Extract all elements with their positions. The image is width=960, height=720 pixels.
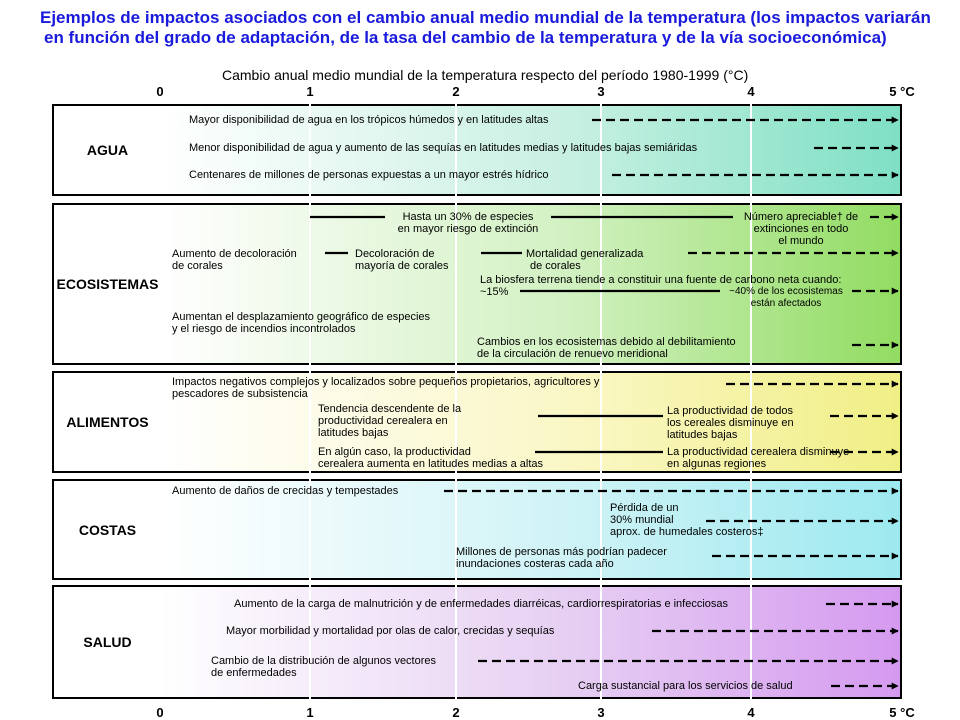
eco-corales-a-line-2: de corales [172,260,223,272]
salud-vectores-line-1: Cambio de la distribución de algunos vectores [211,655,437,667]
costas-perdida-line-3: aprox. de humedales costeros‡ [610,526,764,538]
section-label-agua: AGUA [54,106,162,194]
agua-item-3: Centenares de millones de personas expuestas a un mayor estrés hídrico [189,169,549,181]
axis-bottom-label-0: 0 [156,705,164,720]
alim-algun-caso [318,446,543,470]
costas-perdida-line-2: 30% mundial [610,514,674,526]
eco-corales-c-line-1: Mortalidad generalizada [526,248,644,260]
salud-vectores-line-2: de enfermedades [211,667,297,679]
axis-top-label-3: 3 [597,84,605,99]
axis-bottom-label-3: 3 [597,705,605,720]
costas-millones-line-2: inundaciones costeras cada año [456,558,614,570]
eco-extincion-end-line-2: extinciones en todo [753,223,849,235]
salud-vectores [211,655,436,679]
axis-title: Cambio anual medio mundial de la temperatura respecto del período 1980-1999 (°C) [222,67,749,83]
axis-bottom-label-2: 2 [452,705,460,720]
eco-circulacion [477,336,736,360]
alim-impactos-line-2: pescadores de subsistencia [172,388,308,400]
alim-prod-todos-line-3: latitudes bajas [667,429,738,441]
title-line-2: en función del grado de adaptación, de la tasa del cambio de la temperatura y de la vía socioeconómica) [44,28,887,47]
eco-biosfera-end-line-2: están afectados [750,298,822,309]
costas-millones-line-1: Millones de personas más podrían padecer [456,546,667,558]
eco-extincion-line-2: en mayor riesgo de extinción [397,223,539,235]
alim-prod-todos-line-2: los cereales disminuye en [667,417,794,429]
axis-top-label-0: 0 [156,84,164,99]
salud-malnutricion: Aumento de la carga de malnutrición y de enfermedades diarréicas, cardiorrespiratorias e infecciosas [234,598,729,610]
axis-top-label-2: 2 [452,84,460,99]
axis-top-label-5: 5 °C [889,84,915,99]
section-label-salud: SALUD [54,587,162,697]
eco-corales-a [172,248,297,272]
alim-disminuye [667,446,849,470]
alim-tendencia-line-3: latitudes bajas [318,427,389,439]
salud-carga: Carga sustancial para los servicios de salud [578,680,793,692]
agua-item-2: Menor disponibilidad de agua y aumento de las sequías en latitudes medias y latitudes bajas semiáridas [189,142,698,154]
eco-corales-a-line-1: Aumento de decoloración [172,248,297,260]
eco-extincion [386,211,550,235]
alim-algun-caso-line-1: En algún caso, la productividad [318,446,471,458]
axis-bottom-label-1: 1 [306,705,314,720]
eco-biosfera-end-line-1: ~40% de los ecosistemas [729,286,843,297]
costas-danos: Aumento de daños de crecidas y tempestades [172,485,399,497]
section-label-ecosistemas: ECOSISTEMAS [54,205,162,363]
axis-bottom-label-5: 5 °C [889,705,915,720]
eco-incendios-line-1: Aumentan el desplazamiento geográfico de especies [172,311,431,323]
alim-impactos [172,376,599,400]
eco-corales-b [355,248,449,272]
eco-biosfera-line-1: La biosfera terrena tiende a constituir una fuente de carbono neta cuando: [480,274,842,286]
eco-extincion-line-1: Hasta un 30% de especies [402,211,534,223]
eco-circulacion-line-1: Cambios en los ecosistemas debido al debilitamiento [477,336,736,348]
alim-tendencia-line-1: Tendencia descendente de la [318,403,462,415]
eco-incendios [172,311,430,335]
eco-circulacion-line-2: de la circulación de renuevo meridional [477,348,668,360]
agua-item-1: Mayor disponibilidad de agua en los trópicos húmedos y en latitudes altas [189,114,549,126]
costas-millones [456,546,667,570]
alim-prod-todos-line-1: La productividad de todos [667,405,793,417]
eco-corales-b-line-1: Decoloración de [355,248,435,260]
eco-biosfera-start: ~15% [480,286,509,298]
eco-corales-c-line-2: de corales [530,260,581,272]
axis-top-label-4: 4 [747,84,755,99]
alim-disminuye-line-1: La productividad cerealera disminuye [667,446,850,458]
alim-algun-caso-line-2: cerealera aumenta en latitudes medias a altas [318,458,544,470]
title-line-1: Ejemplos de impactos asociados con el cambio anual medio mundial de la temperatura (los impactos variarán [40,8,931,27]
axis-top-label-1: 1 [306,84,314,99]
alim-disminuye-line-2: en algunas regiones [667,458,767,470]
section-label-alimentos: ALIMENTOS [54,373,162,471]
axis-bottom-label-4: 4 [747,705,755,720]
costas-perdida-line-1: Pérdida de un [610,502,679,514]
alim-prod-todos [667,405,794,441]
eco-extincion-end [732,211,870,247]
eco-extincion-end-line-3: el mundo [778,235,824,247]
figure-title [40,8,955,48]
eco-incendios-line-2: y el riesgo de incendios incontrolados [172,323,356,335]
eco-corales-b-line-2: mayoría de corales [355,260,449,272]
alim-tendencia [318,403,461,439]
costas-perdida [610,502,763,538]
alim-tendencia-line-2: productividad cerealera en [318,415,448,427]
section-label-costas: COSTAS [54,481,162,578]
eco-corales-c [526,248,643,272]
eco-biosfera-end [722,286,850,310]
eco-extincion-end-line-1: Número apreciable† de [743,211,859,223]
alim-impactos-line-1: Impactos negativos complejos y localizados sobre pequeños propietarios, agricultores y [172,376,600,388]
salud-morbilidad: Mayor morbilidad y mortalidad por olas de calor, crecidas y sequías [226,625,555,637]
